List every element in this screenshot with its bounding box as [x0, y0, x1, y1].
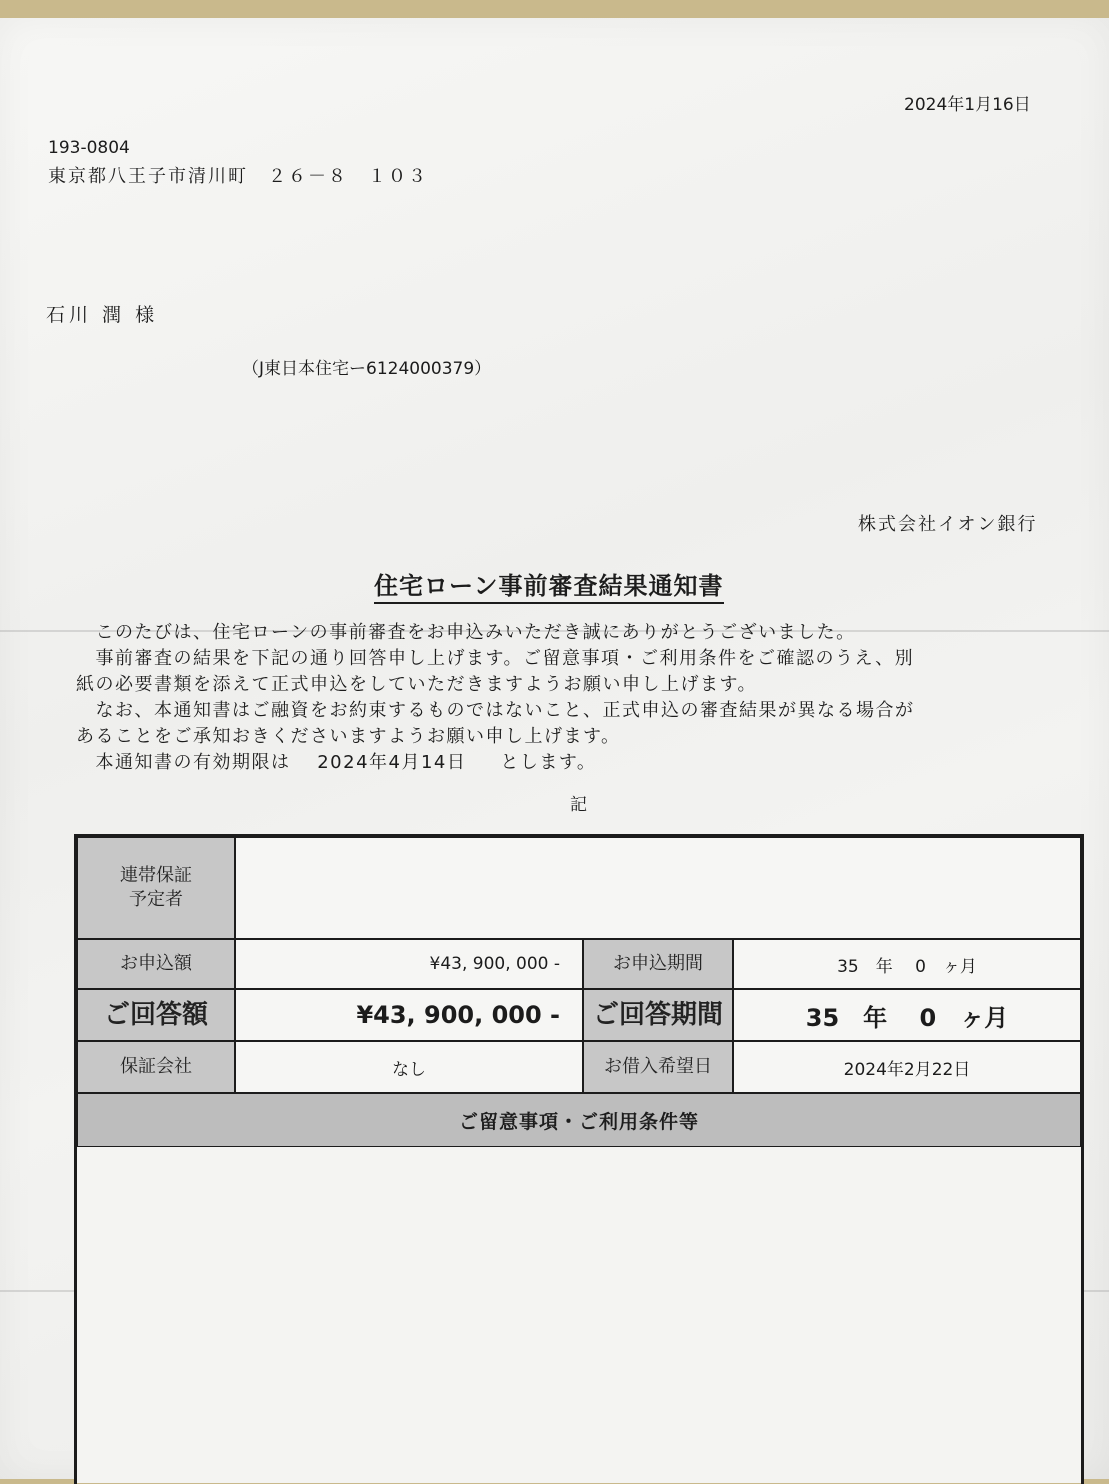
body-line: 紙の必要書類を添えて正式申込をしていただきますようお願い申し上げます。: [76, 674, 758, 695]
guarantor-label: 連帯保証 予定者: [77, 837, 235, 939]
body-line: 本通知書の有効期限は 2024年4月14日 とします。: [76, 752, 597, 773]
borrow-date-value: 2024年2月22日: [733, 1041, 1081, 1093]
recipient-name: 石川 潤 様: [46, 304, 159, 326]
postal-code: 193-0804: [48, 138, 130, 158]
answer-amount-value: ¥43, 900, 000 -: [235, 989, 583, 1041]
guarantee-company-label: 保証会社: [77, 1041, 235, 1093]
applied-amount-value: ¥43, 900, 000 -: [235, 939, 583, 989]
notes-body: [77, 1147, 1081, 1483]
guarantee-company-value: なし: [235, 1041, 583, 1093]
answer-period-label: ご回答期間: [583, 989, 733, 1041]
reference-number: （J東日本住宅ー6124000379）: [242, 359, 492, 379]
answer-period-value: 35 年 0 ヶ月: [733, 989, 1081, 1041]
notes-header: ご留意事項・ご利用条件等: [77, 1093, 1081, 1147]
body-line: 事前審査の結果を下記の通り回答申し上げます。ご留意事項・ご利用条件をご確認のうえ、別: [76, 648, 915, 669]
borrow-date-label: お借入希望日: [583, 1041, 733, 1093]
body-line: あることをご承知おきくださいますようお願い申し上げます。: [76, 726, 621, 747]
letter-body: [76, 620, 915, 776]
applied-period-label: お申込期間: [583, 939, 733, 989]
guarantor-value: [235, 837, 1081, 939]
ki-marker: 記: [570, 795, 587, 815]
sender-bank: 株式会社イオン銀行: [858, 514, 1038, 535]
document-title: 住宅ローン事前審査結果通知書: [374, 566, 724, 604]
answer-amount-label: ご回答額: [77, 989, 235, 1041]
applied-period-value: 35 年 0 ヶ月: [733, 939, 1081, 989]
applied-amount-label: お申込額: [77, 939, 235, 989]
body-line: なお、本通知書はご融資をお約束するものではないこと、正式申込の審査結果が異なる場合が: [76, 700, 915, 721]
recipient-address: 東京都八王子市清川町 ２６－８ １０３: [48, 166, 428, 187]
body-line: このたびは、住宅ローンの事前審査をお申込みいただき誠にありがとうございました。: [76, 622, 856, 643]
result-table: [74, 834, 1084, 1484]
issue-date: 2024年1月16日: [904, 95, 1031, 115]
